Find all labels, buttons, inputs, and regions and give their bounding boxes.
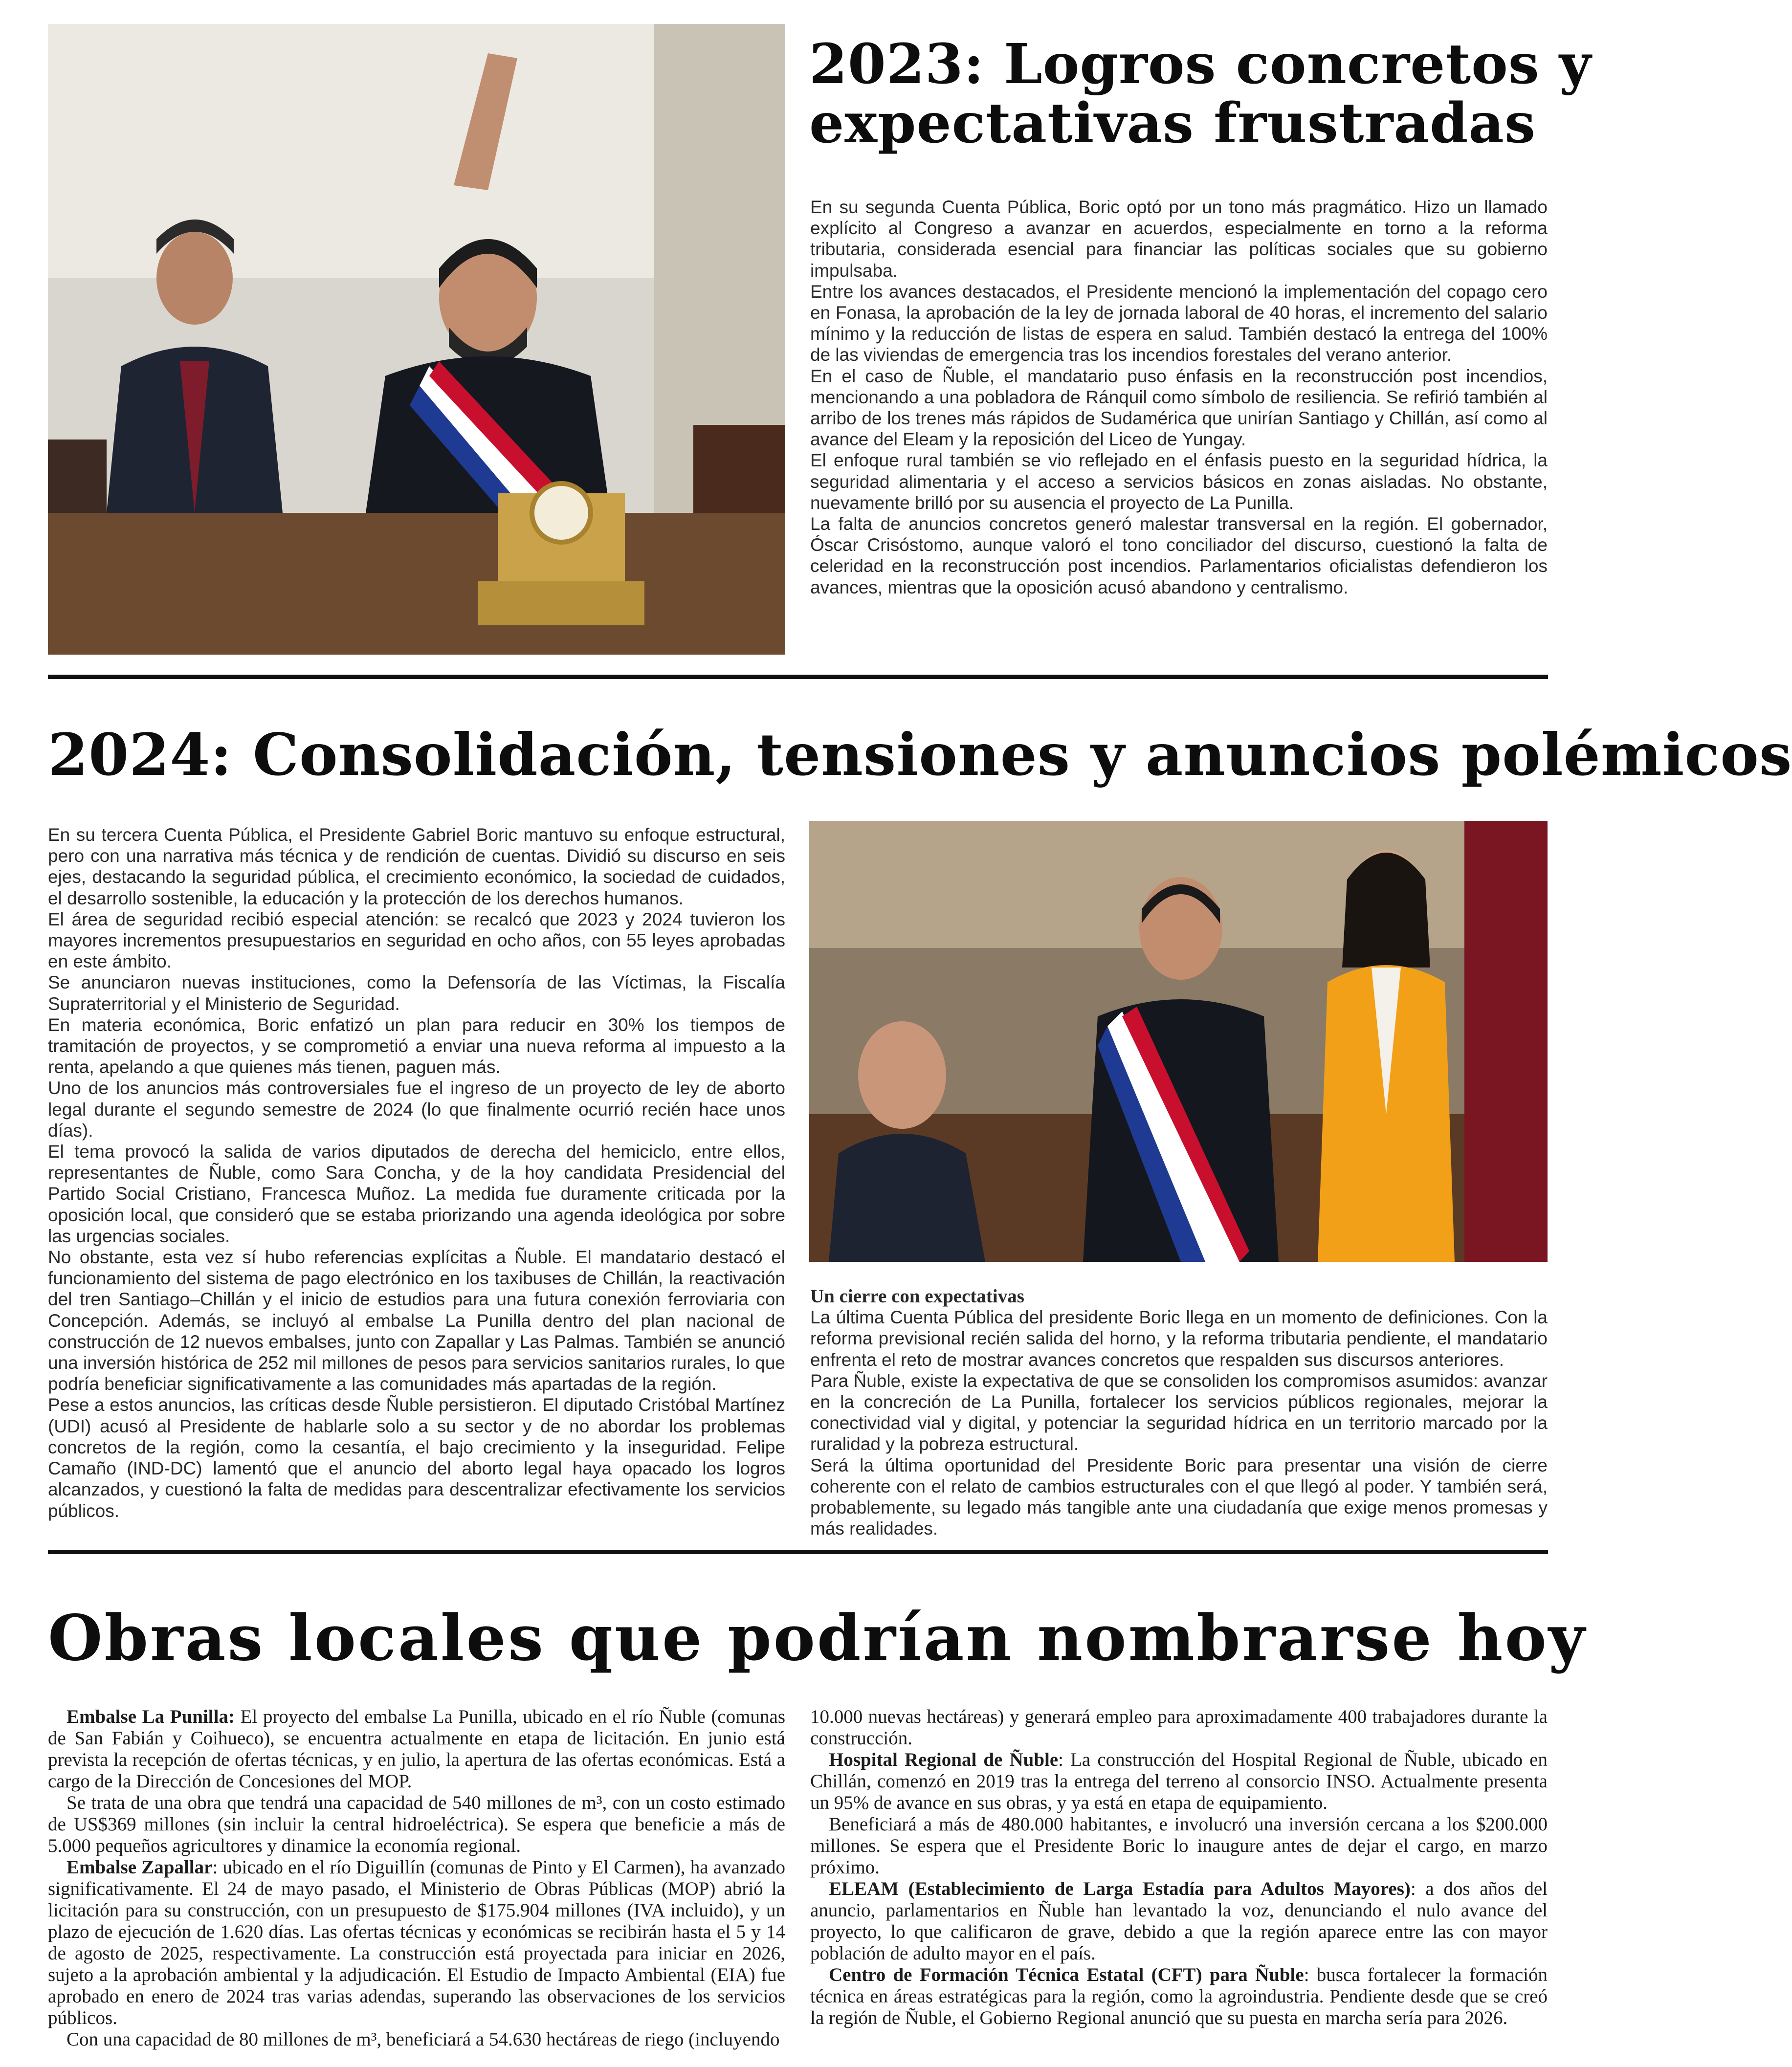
obras-item-eleam bbox=[810, 1878, 1548, 1964]
obras-item-hospital-detail bbox=[810, 1814, 1548, 1878]
obras-item-zapallar-cont bbox=[810, 1706, 1548, 1749]
photo-boric-waving bbox=[48, 24, 785, 655]
obras-item-punilla bbox=[48, 1706, 785, 1792]
obras-item-cft bbox=[810, 1964, 1548, 2029]
obras-text: : a dos años del anuncio, parlamentarios en Ñuble han levantado la voz, denunciando el nulo avance del proyecto, lo que calificaron de grave, debido a que la región aparece entre las con mayor población de adulto mayor en el país. bbox=[810, 1878, 1548, 1964]
obras-text: El proyecto del embalse La Punilla, ubicado en el río Ñuble (comunas de San Fabián y Coihueco), se encuentra actualmente en etapa de licitación. En junio está prevista la recepción de ofertas técnicas, y en julio, la apertura de las ofertas económicas. Está a cargo de la Dirección de Concesiones del MOP. bbox=[48, 1706, 785, 1792]
section-divider bbox=[48, 675, 1548, 679]
paragraph: La última Cuenta Pública del presidente Boric llega en un momento de definiciones. Con la reforma previsional recién salida del horno, y la reforma tributaria pendiente, el mandatario enfrenta el reto de mostrar avances concretos que respalden sus discursos anteriores. bbox=[810, 1307, 1548, 1370]
obras-text: Se trata de una obra que tendrá una capacidad de 540 millones de m³, con un costo estimado de US$369 millones (sin incluir la central hidroeléctrica). Se espera que beneficie a más de 5.000 pequeños agricultores y dinamice la economía regional. bbox=[48, 1792, 785, 1856]
article-2024-body bbox=[48, 824, 785, 1521]
paragraph: No obstante, esta vez sí hubo referencias explícitas a Ñuble. El mandatario destacó el funcionamiento del sistema de pago electrónico en los taxibuses de Chillán, la reactivación del tren Santiago–Chillán y el inicio de estudios para una futura conexión ferroviaria con Concepción. Además, se incluyó al embalse La Punilla dentro del plan nacional de construcción de 12 nuevos embalses, junto con Zapallar y Las Palmas. También se anunció una inversión histórica de 252 mil millones de pesos para servicios sanitarios rurales, lo que podría beneficiar significativamente a las comunidades más apartadas de la región. bbox=[48, 1247, 785, 1394]
headline-2023-line1: 2023: Logros concretos y bbox=[809, 32, 1592, 96]
section-divider bbox=[48, 1550, 1548, 1554]
obras-text: : busca fortalecer la formación técnica en áreas estratégicas para la región, como la agroindustria. Pendiente desde que se creó la región de Ñuble, el Gobierno Regional anunció que su puesta en marcha sería para 2026. bbox=[810, 1964, 1548, 2028]
obras-lead: Hospital Regional de Ñuble bbox=[829, 1749, 1059, 1770]
headline-2023 bbox=[809, 32, 1592, 155]
obras-lead: Centro de Formación Técnica Estatal (CFT) para Ñuble bbox=[829, 1964, 1304, 1985]
obras-item-zapallar bbox=[48, 1857, 785, 2029]
paragraph: El área de seguridad recibió especial atención: se recalcó que 2023 y 2024 tuvieron los mayores incrementos presupuestarios en seguridad en ocho años, con 55 leyes aprobadas en este ámbito. bbox=[48, 909, 785, 972]
paragraph: Pese a estos anuncios, las críticas desde Ñuble persistieron. El diputado Cristóbal Martínez (UDI) acusó al Presidente de hablarle solo a su sector y de no abordar los problemas concretos de la región, como la cesantía, el bajo crecimiento y la inseguridad. Felipe Camaño (IND-DC) lamentó que el anuncio del aborto legal haya opacado los logros alcanzados, y cuestionó la falta de medidas para descentralizar efectivamente los servicios públicos. bbox=[48, 1395, 785, 1521]
obras-lead: Embalse Zapallar bbox=[66, 1857, 213, 1878]
headline-2024: 2024: Consolidación, tensiones y anuncios polémicos bbox=[48, 721, 1792, 789]
paragraph: Uno de los anuncios más controversiales fue el ingreso de un proyecto de ley de aborto legal durante el segundo semestre de 2024 (lo que finalmente ocurrió recién hace unos días). bbox=[48, 1078, 785, 1141]
paragraph: El enfoque rural también se vio reflejado en el énfasis puesto en la seguridad hídrica, la seguridad alimentaria y el acceso a servicios básicos en zonas aisladas. No obstante, nuevamente brilló por su ausencia el proyecto de La Punilla. bbox=[810, 450, 1548, 513]
paragraph: En materia económica, Boric enfatizó un plan para reducir en 30% los tiempos de tramitación de proyectos, y se comprometió a enviar una nueva reforma al impuesto a la renta, apelando a que quienes más tienen, paguen más. bbox=[48, 1014, 785, 1077]
closing-section bbox=[810, 1286, 1548, 1539]
paragraph: Para Ñuble, existe la expectativa de que se consoliden los compromisos asumidos: avanzar en la concreción de La Punilla, fortalecer los servicios públicos regionales, mejorar la conectividad vial y digital, y potenciar la seguridad hídrica en un territorio marcado por la ruralidad y la pobreza estructural. bbox=[810, 1370, 1548, 1454]
paragraph: En su segunda Cuenta Pública, Boric optó por un tono más pragmático. Hizo un llamado explícito al Congreso a avanzar en acuerdos, especialmente en torno a la reforma tributaria, considerada esencial para financiar las políticas sociales que su gobierno impulsaba. bbox=[810, 197, 1548, 281]
obras-text: Beneficiará a más de 480.000 habitantes, e involucró una inversión cercana a los $200.000 millones. Se espera que el Presidente Boric lo inaugure antes de dejar el cargo, en marzo próximo. bbox=[810, 1814, 1548, 1878]
obras-item-zapallar-detail bbox=[48, 2029, 785, 2050]
obras-text: Con una capacidad de 80 millones de m³, beneficiará a 54.630 hectáreas de riego (incluyendo bbox=[66, 2029, 780, 2050]
paragraph: Se anunciaron nuevas instituciones, como la Defensoría de las Víctimas, la Fiscalía Supraterritorial y el Ministerio de Seguridad. bbox=[48, 972, 785, 1014]
article-2023-body bbox=[810, 197, 1548, 598]
obras-item-hospital bbox=[810, 1749, 1548, 1814]
paragraph: El tema provocó la salida de varios diputados de derecha del hemiciclo, entre ellos, representantes de Ñuble, como Sara Concha, y de la hoy candidata Presidencial del Partido Social Cristiano, Francesca Muñoz. La medida fue duramente criticada por la oposición local, que consideró que se estaba priorizando una agenda ideológica por sobre las urgencias sociales. bbox=[48, 1142, 785, 1246]
paragraph: La falta de anuncios concretos generó malestar transversal en la región. El gobernador, Óscar Crisóstomo, aunque valoró el tono conciliador del discurso, cuestionó la falta de celeridad en la reconstrucción post incendios. Parlamentarios oficialistas defendieron los avances, mientras que la oposición acusó abandono y centralismo. bbox=[810, 514, 1548, 597]
paragraph: En el caso de Ñuble, el mandatario puso énfasis en la reconstrucción post incendios, mencionando a una pobladora de Ránquil como símbolo de resiliencia. Se refirió también al arribo de los trenes más rápidos de Sudamérica que unirían Santiago y Chillán, así como al avance del Eleam y la reposición del Liceo de Yungay. bbox=[810, 366, 1548, 450]
obras-lead: Embalse La Punilla: bbox=[66, 1706, 235, 1727]
paragraph: Será la última oportunidad del Presidente Boric para presentar una visión de cierre coherente con el relato de cambios estructurales con el que llegó al poder. Y también será, probablemente, su legado más tangible ante una ciudadanía que exige menos promesas y más realidades. bbox=[810, 1455, 1548, 1539]
obras-lead: ELEAM (Establecimiento de Larga Estadía para Adultos Mayores) bbox=[829, 1878, 1411, 1899]
headline-obras: Obras locales que podrían nombrarse hoy bbox=[48, 1602, 1587, 1675]
obras-item-punilla-detail bbox=[48, 1792, 785, 1857]
obras-text: : La construcción del Hospital Regional de Ñuble, ubicado en Chillán, comenzó en 2019 tras la entrega del terreno al consorcio INSO. Actualmente presenta un 95% de avance en sus obras, y ya está en etapa de equipamiento. bbox=[810, 1749, 1548, 1813]
headline-2023-line2: expectativas frustradas bbox=[809, 91, 1536, 155]
paragraph: Entre los avances destacados, el Presidente mencionó la implementación del copago cero en Fonasa, la aprobación de la ley de jornada laboral de 40 horas, el incremento del salario mínimo y la reducción de listas de espera en salud. También destacó la entrega del 100% de las viviendas de emergencia tras los incendios forestales del verano anterior. bbox=[810, 281, 1548, 365]
obras-right-column bbox=[810, 1706, 1548, 2029]
photo-congress-ceremony bbox=[809, 821, 1548, 1262]
obras-left-column bbox=[48, 1706, 785, 2050]
obras-text: : ubicado en el río Diguillín (comunas de Pinto y El Carmen), ha avanzado significativamente. El 24 de mayo pasado, el Ministerio de Obras Públicas (MOP) abrió la licitación para su construcción, con un presupuesto de $175.904 millones (IVA incluido), y un plazo de ejecución de 1.620 días. Las ofertas técnicas y económicas se recibirán hasta el 5 y 14 de agosto de 2025, respectivamente. La construcción está proyectada para iniciar en 2026, sujeto a la aprobación ambiental y la adjudicación. El Estudio de Impacto Ambiental (EIA) fue aprobado en enero de 2024 tras varias adendas, superando las observaciones de los servicios públicos. bbox=[48, 1857, 786, 2028]
paragraph: En su tercera Cuenta Pública, el Presidente Gabriel Boric mantuvo su enfoque estructural, pero con una narrativa más técnica y de rendición de cuentas. Dividió su discurso en seis ejes, destacando la seguridad pública, el crecimiento económico, la sociedad de cuidados, el desarrollo sostenible, la educación y la protección de los derechos humanos. bbox=[48, 825, 785, 908]
obras-text: 10.000 nuevas hectáreas) y generará empleo para aproximadamente 400 trabajadores durante la construcción. bbox=[810, 1706, 1548, 1749]
closing-title: Un cierre con expectativas bbox=[810, 1286, 1024, 1307]
